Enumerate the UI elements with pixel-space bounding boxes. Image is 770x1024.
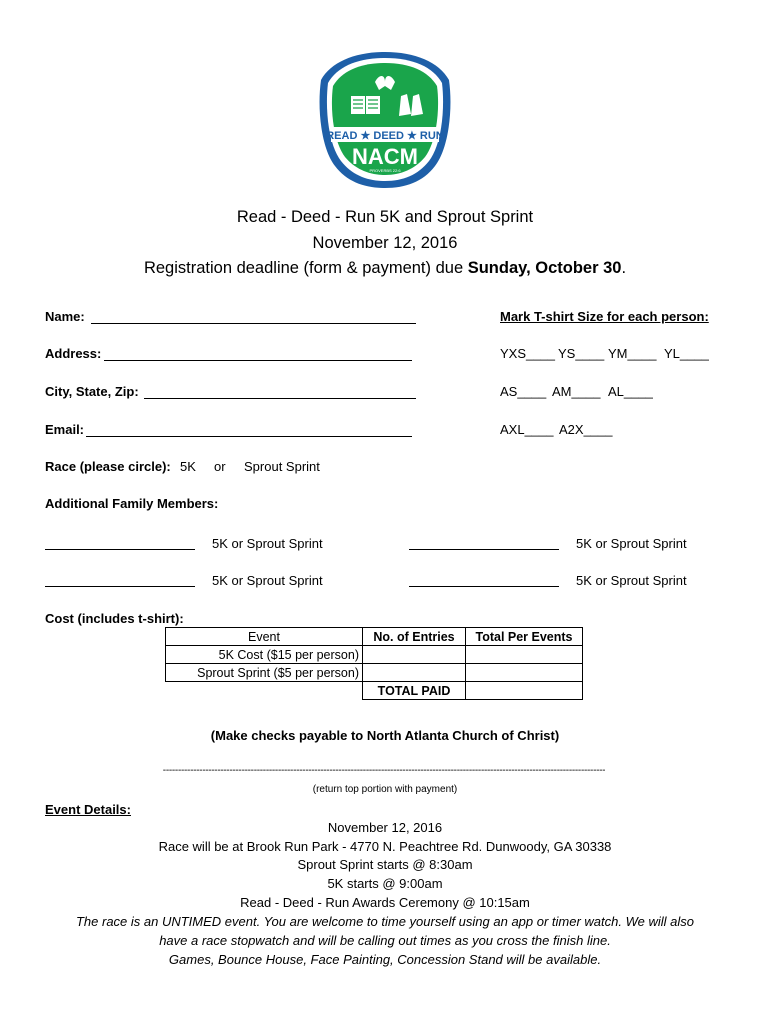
detail-activities: Games, Bounce House, Face Painting, Concession Stand will be available. (168, 952, 602, 967)
return-note: (return top portion with payment) (312, 784, 458, 795)
tshirt-size-as[interactable]: AS____ (500, 384, 547, 399)
family-heading: Additional Family Members: (45, 496, 219, 511)
nacm-logo (315, 48, 455, 188)
sprout-entries-cell[interactable] (363, 664, 466, 682)
race-choice-row (45, 459, 171, 474)
city-state-zip-field[interactable] (144, 398, 416, 399)
address-label: Address: (45, 346, 102, 361)
col-total: Total Per Events (466, 628, 583, 646)
detail-date: November 12, 2016 (327, 820, 443, 835)
col-event: Event (166, 628, 363, 646)
cut-line: -------------------------------------------------------------------------------------------------------------------------------------------------- (162, 765, 606, 776)
5k-total-cell[interactable] (466, 646, 583, 664)
tshirt-heading: Mark T-shirt Size for each person: (500, 309, 709, 324)
registration-deadline (0, 259, 770, 278)
race-label: Race (please circle): (45, 459, 171, 474)
family-member-1-field[interactable] (45, 549, 195, 550)
race-or: or (214, 459, 226, 474)
logo-brand: NACM (352, 144, 418, 169)
tshirt-size-axl[interactable]: AXL____ (500, 422, 554, 437)
5k-entries-cell[interactable] (363, 646, 466, 664)
total-paid-label: TOTAL PAID (363, 682, 466, 700)
email-field[interactable] (86, 436, 412, 437)
deadline-prefix: Registration deadline (form & payment) due (143, 259, 468, 277)
tshirt-size-al[interactable]: AL____ (608, 384, 653, 399)
cost-table (165, 627, 583, 700)
sprout-total-cell[interactable] (466, 664, 583, 682)
tshirt-size-yxs[interactable]: YXS____ (500, 346, 555, 361)
deadline-suffix: . (621, 259, 627, 277)
detail-sprout-start: Sprout Sprint starts @ 8:30am (297, 857, 473, 872)
detail-untimed-1: The race is an UNTIMED event. You are welcome to time yourself using an app or timer watch. We will also (75, 914, 694, 929)
email-label: Email: (45, 422, 85, 437)
tshirt-size-yl[interactable]: YL____ (664, 346, 709, 361)
family-member-4-field[interactable] (409, 586, 559, 587)
event-date: November 12, 2016 (312, 234, 458, 252)
tshirt-size-ys[interactable]: YS____ (558, 346, 605, 361)
deadline-date: Sunday, October 30 (467, 259, 622, 277)
family-member-2-field[interactable] (409, 549, 559, 550)
detail-untimed-2: have a race stopwatch and will be calling out times as you cross the finish line. (159, 933, 611, 948)
family-member-2-race[interactable]: 5K or Sprout Sprint (576, 536, 687, 551)
event-details-heading: Event Details: (45, 802, 131, 817)
family-member-1-race[interactable]: 5K or Sprout Sprint (212, 536, 323, 551)
address-field[interactable] (104, 360, 412, 361)
name-label: Name: (45, 309, 85, 324)
event-title: Read - Deed - Run 5K and Sprout Sprint (236, 208, 534, 226)
col-entries: No. of Entries (363, 628, 466, 646)
row-sprout-cost: Sprout Sprint ($5 per person) (166, 664, 363, 682)
cost-heading: Cost (includes t-shirt): (45, 611, 184, 626)
tshirt-size-ym[interactable]: YM____ (608, 346, 657, 361)
logo-tagline: READ ★ DEED ★ RUN (326, 130, 444, 142)
detail-5k-start: 5K starts @ 9:00am (327, 876, 443, 891)
detail-location: Race will be at Brook Run Park - 4770 N. Peachtree Rd. Dunwoody, GA 30338 (158, 839, 612, 854)
tshirt-size-am[interactable]: AM____ (552, 384, 601, 399)
row-5k-cost: 5K Cost ($15 per person) (166, 646, 363, 664)
total-paid-cell[interactable] (466, 682, 583, 700)
family-member-3-race[interactable]: 5K or Sprout Sprint (212, 573, 323, 588)
name-field[interactable] (91, 323, 416, 324)
tshirt-size-a2x[interactable]: A2X____ (559, 422, 613, 437)
logo-verse: PROVERBS 22:6 (369, 168, 401, 173)
city-state-zip-label: City, State, Zip: (45, 384, 139, 399)
detail-awards: Read - Deed - Run Awards Ceremony @ 10:15am (240, 895, 530, 910)
family-member-3-field[interactable] (45, 586, 195, 587)
race-option-sprout-sprint[interactable]: Sprout Sprint (244, 459, 320, 474)
race-option-5k[interactable]: 5K (180, 459, 196, 474)
family-member-4-race[interactable]: 5K or Sprout Sprint (576, 573, 687, 588)
checks-payable-note: (Make checks payable to North Atlanta Church of Christ) (210, 728, 560, 743)
